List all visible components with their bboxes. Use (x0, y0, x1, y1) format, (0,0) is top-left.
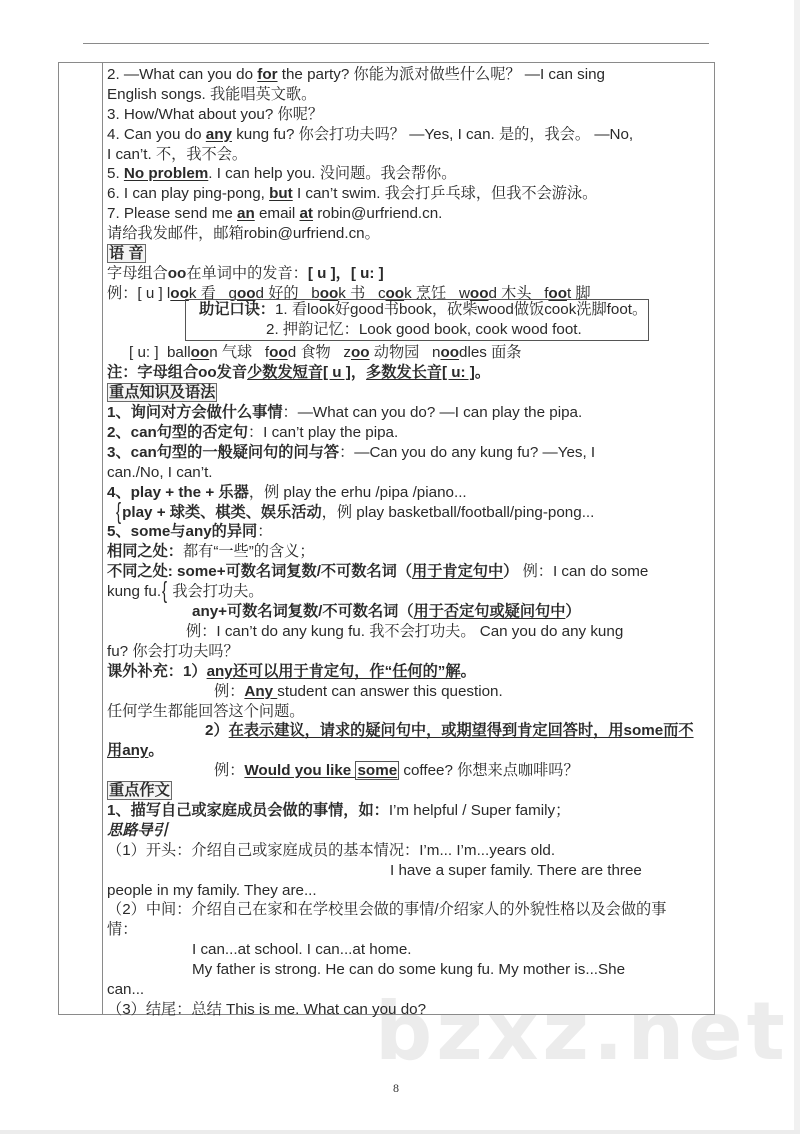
text-span: at (299, 205, 313, 223)
text-span: 课外补充：1） (107, 662, 207, 680)
text-span: robin@urfriend.cn. (313, 205, 443, 223)
text-span: w (458, 284, 470, 302)
text-span: n 气球 (209, 344, 265, 362)
text-span: 相同之处： (107, 543, 183, 561)
text-span: 例：[ u ] (107, 284, 167, 302)
text-span: d 木头 (488, 284, 545, 302)
grammar-point-2 (107, 423, 711, 443)
writing-part-3: （3）结尾：总结 This is me. What can you do? (107, 1000, 427, 1018)
text-span: oo (351, 344, 370, 362)
text-span: play + 球类、棋类、娱乐活动 (122, 503, 322, 521)
text-span: [ u ]，[ u: ] (307, 264, 384, 282)
table-content-cell (107, 65, 711, 1020)
text-span: Would you like (244, 762, 356, 780)
writing-part-2-d: My father is strong. He can do some kung fu. My mother is...She (192, 961, 626, 979)
text-span: kung fu. (107, 583, 162, 601)
diff-some-cont (107, 578, 711, 605)
extra-2-example (107, 761, 711, 781)
text-span: oo (469, 284, 489, 302)
text-span: t 脚 (566, 284, 591, 302)
extra-2 (107, 721, 711, 741)
long-u-examples (107, 343, 711, 363)
text-span: k 烹饪 (404, 284, 459, 302)
diff-some (107, 562, 711, 582)
text-span: ， (350, 364, 367, 382)
text-span: email (254, 205, 300, 223)
text-span: 5. (107, 165, 124, 183)
text-span: oo (170, 284, 189, 302)
brace-icon: { (162, 578, 168, 605)
text-span: Any (244, 682, 278, 700)
text-span: 少数发短音[ u ] (247, 364, 351, 382)
text-span: [ u: ] (129, 344, 167, 362)
brace-icon: { (116, 499, 122, 525)
text-span: ball (166, 344, 191, 362)
text-span: 3、can句型的一般疑问句的问与答 (107, 443, 340, 461)
phonics-heading: 语 音 (109, 245, 144, 263)
text-span: oo (269, 344, 288, 362)
text-span: ，例 play the erhu /pipa /piano... (248, 483, 467, 501)
text-span: I can’t swim. 我会打乒乓球，但我不会游泳。 (292, 185, 598, 203)
text-span: ） (503, 563, 519, 581)
extra-1 (107, 662, 711, 682)
text-span: f (264, 344, 270, 362)
writing-part-2-b: 情： (107, 921, 138, 939)
text-span: play + the + 乐器 (130, 483, 249, 501)
writing-part-2-e: can... (107, 980, 145, 998)
phonics-intro (107, 264, 711, 284)
text-span: 不同之处 (107, 563, 168, 581)
text-span: oo (167, 264, 187, 282)
text-span: ：—Can you do any kung fu? —Yes, I (339, 443, 596, 461)
text-span: k 书 (338, 284, 378, 302)
text-span: ：I can’t play the pipa. (247, 424, 399, 442)
text-span: student can answer this question. (277, 682, 503, 700)
text-span: some (357, 762, 398, 780)
text-span: z (343, 344, 351, 362)
writing-task-1 (107, 801, 711, 821)
mnemonic-line-1 (199, 300, 647, 320)
text-span: f (544, 284, 549, 302)
text-span: oo (385, 284, 405, 302)
sentence-7-cont: 请给我发邮件，邮箱robin@urfriend.cn。 (107, 225, 380, 243)
text-span: 2） (205, 722, 229, 740)
text-span: for (257, 66, 278, 83)
writing-part-1: （1）开头：介绍自己或家庭成员的基本情况：I’m... I’m...years old. (107, 841, 556, 859)
page-edge (794, 0, 800, 1134)
text-span: 。 (148, 742, 164, 760)
text-span: . I can help you. 没问题。我会帮你。 (208, 165, 457, 183)
text-span: 4. Can you do (107, 125, 206, 143)
text-span: 1. 看look好good书book，砍柴wood做饭cook洗脚foot。 (274, 301, 648, 318)
text-span: k 看 (188, 284, 229, 302)
grammar-point-3 (107, 443, 711, 463)
grammar-point-5 (107, 522, 711, 542)
sentence-7 (107, 204, 711, 224)
text-span: 动物园 (369, 344, 433, 362)
diff-any (107, 602, 711, 622)
text-span: oo (440, 344, 460, 362)
text-span: 助记口诀： (199, 301, 275, 318)
watermark: bzxz.net (375, 985, 789, 1078)
text-span: 字母组合 (107, 264, 168, 282)
text-span: b (311, 284, 320, 302)
header-rule (83, 43, 709, 44)
text-span: I’m helpful / Super family； (388, 801, 571, 819)
text-span: c (377, 284, 386, 302)
text-span: 。 (474, 364, 491, 382)
diff-any-example-cont: fu? 你会打功夫吗？ (107, 642, 239, 660)
text-span: oo (236, 284, 256, 302)
text-span: 2、can句型的否定句 (107, 424, 248, 442)
text-span: ，例 play basketball/football/ping-pong... (321, 503, 595, 521)
grammar-point-3-cont: can./No, I can’t. (107, 463, 213, 481)
grammar-point-4b (107, 499, 711, 525)
text-span: d 好的 (255, 284, 312, 302)
same-point (107, 542, 711, 562)
text-span: 例： (214, 682, 245, 700)
sentence-4 (107, 125, 711, 145)
text-span: 都有“一些”的含义； (182, 543, 315, 561)
text-span: but (269, 185, 293, 203)
writing-part-2-c: I can...at school. I can...at home. (192, 941, 412, 959)
text-span: 1、询问对方会做什么事情 (107, 404, 283, 422)
text-span: dles 面条 (459, 344, 522, 362)
writing-part-1-c: people in my family. They are... (107, 881, 317, 899)
text-span: l (166, 284, 171, 302)
sentence-2-cont: English songs. 我能唱英文歌。 (107, 85, 317, 103)
text-span: 1、描写自己或家庭成员会做的事情，如： (107, 801, 389, 819)
text-span: d 食物 (287, 344, 344, 362)
phonics-heading-line (107, 244, 711, 264)
text-span: 。 (460, 662, 476, 680)
text-span: 多数发长音[ u: ] (366, 364, 475, 382)
text-span: 2. —What can you do (107, 66, 258, 83)
table-left-column (59, 63, 103, 1014)
lesson-table (58, 62, 715, 1018)
extra-1-example (107, 682, 711, 702)
text-span: kung fu? 你会打功夫吗？ —Yes, I can. 是的，我会。 —No, (231, 125, 634, 143)
text-span: 例：I can do some (518, 563, 649, 581)
sentence-5 (107, 164, 711, 184)
grammar-point-4a (107, 483, 711, 503)
grammar-heading-line (107, 383, 711, 403)
text-span: 用于肯定句中 (412, 563, 504, 581)
text-span: ） (565, 603, 581, 621)
text-span: 在表示建议，请求的疑问句中，或期望得到肯定回答时，用some而不 (228, 722, 694, 740)
text-span: 4、 (107, 483, 131, 501)
extra-1-example-cn: 任何学生都能回答这个问题。 (107, 702, 305, 720)
writing-part-1-b: I have a super family. There are three (390, 861, 642, 879)
writing-heading-line (107, 781, 711, 801)
text-span: 在单词中的发音： (186, 264, 308, 282)
page-number: 8 (393, 1081, 399, 1095)
text-span: ： (257, 523, 273, 541)
text-span: any (205, 125, 232, 143)
text-span: 6. I can play ping-pong, (107, 185, 270, 203)
text-span: No problem (123, 165, 209, 183)
sentence-4-cont: I can’t. 不，我不会。 (107, 145, 248, 163)
text-span: 7. Please send me (107, 205, 238, 223)
text-span: oo (548, 284, 567, 302)
sentence-2 (107, 65, 711, 85)
text-span: : some+可数名词复数/不可数名词（ (167, 563, 413, 581)
text-span: 用于否定句或疑问句中 (413, 603, 566, 621)
text-span: an (237, 205, 255, 223)
sentence-3: 3. How/What about you? 你呢？ (107, 105, 324, 123)
extra-2-cont (107, 741, 711, 761)
mnemonic-line-2: 2. 押韵记忆：Look good book, cook wood foot. (266, 321, 582, 338)
text-span: g (228, 284, 237, 302)
writing-part-2: （2）中间：介绍自己在家和在学校里会做的事情/介绍家人的外貌性格以及会做的事 (107, 901, 667, 919)
text-span: ：—What can you do? —I can play the pipa. (282, 404, 583, 422)
text-span: the party? 你能为派对做些什么呢？ —I can sing (277, 66, 605, 83)
phonics-note (107, 363, 711, 383)
text-span: n (432, 344, 441, 362)
text-span: 用any (107, 742, 149, 760)
writing-heading: 重点作文 (109, 782, 170, 800)
mnemonic-box (185, 299, 649, 341)
grammar-point-1 (107, 403, 711, 423)
text-span: oo (319, 284, 339, 302)
writing-guide: 思路导引 (107, 821, 168, 839)
text-span: any还可以用于肯定句，作“任何的”解 (206, 662, 461, 680)
text-span: 注：字母组合oo发音 (107, 364, 248, 382)
sentence-6 (107, 184, 711, 204)
diff-any-example: 例：I can’t do any kung fu. 我不会打功夫。 Can you do any kung (186, 622, 624, 640)
text-span: 我会打功夫。 (168, 583, 264, 601)
text-span: 例： (214, 762, 245, 780)
page-bottom-edge (0, 1130, 800, 1134)
text-span: coffee? 你想来点咖啡吗？ (399, 762, 579, 780)
text-span: 5、some与any的异同 (107, 523, 258, 541)
text-span: any+可数名词复数/不可数名词（ (192, 603, 414, 621)
text-span: oo (190, 344, 210, 362)
grammar-heading: 重点知识及语法 (109, 384, 216, 402)
